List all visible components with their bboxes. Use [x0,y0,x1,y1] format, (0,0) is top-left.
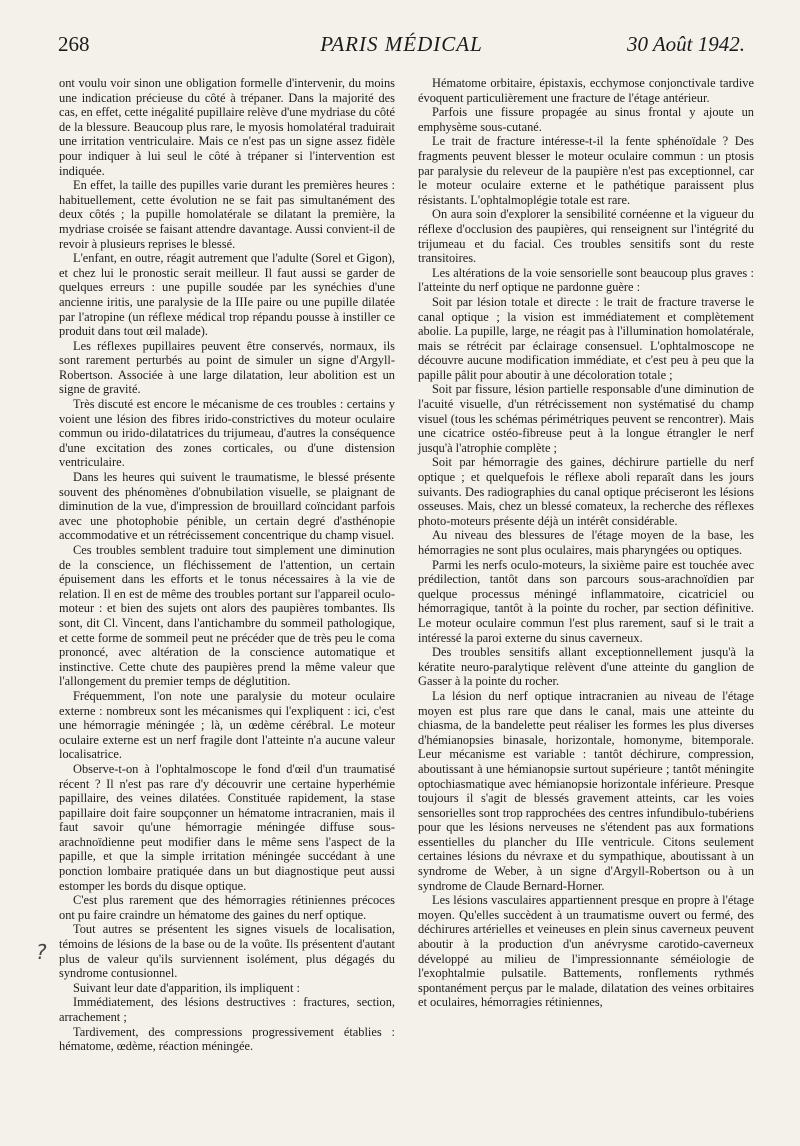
handwritten-question-mark: ? [36,940,47,964]
paragraph: Observe-t-on à l'ophtalmoscope le fond d'œil d'un traumatisé récent ? Il n'est pas rare d'y découvrir une certaine hyperhémie papillaire, des veines dilatées. Constituée rapidement, la stase papillaire doit faire soupçonner un hématome intracranien, mais il faut savoir qu'une hémorragie méningée diffuse sous-arachnoïdienne peut modifier dans le même sens l'aspect de la papille, et que la simple irritation méningée succédant à une ponction lombaire pratiquée dans un but diagnostique peut aussi estomper les bords du disque optique. [59,761,395,893]
page-number: 268 [58,32,90,56]
paragraph: La lésion du nerf optique intracranien au niveau de l'étage moyen est plus rare que dans le canal, mais une atteinte du chiasma, de la bandelette peut réaliser les formes les plus diverses d'hémianopsies binasale, horizontale, homonyme, bitemporale. Leur mécanisme est variable : tantôt déchirure, compression, aboutissant à une hémianopsie surtout supérieure ; tantôt méningite optochiasmatique avec hémianopsie horizontale inférieure. Presque toujours il s'agit de blessés gravement atteints, car les voies sensorielles sont trop rapprochées des centres infundibulo-tubériens pour que les lésions nerveuses ne s'étendent pas aux formations essentielles du plancher du IIIe ventricule. Citons seulement certaines lésions du névraxe et du sympathique, aboutissant à un syndrome de Weber, à un signe d'Argyll-Robertson ou à un syndrome de Claude Bernard-Horner. [418,688,754,893]
paragraph: L'enfant, en outre, réagit autrement que l'adulte (Sorel et Gigon), et chez lui le pronostic serait meilleur. Il faut aussi se garder de quelques erreurs : une pupille soudée par les synéchies d'une ancienne iritis, une paralysie de la IIIe paire ou une pupille dilatée par l'atropine (un réflexe médical trop répandu pousse à instiller ce produit dans tout œil malade). [59,251,395,339]
paragraph: Parfois une fissure propagée au sinus frontal y ajoute un emphysème sous-cutané. [418,105,754,134]
issue-date: 30 Août 1942. [626,32,745,56]
paragraph: ont voulu voir sinon une obligation formelle d'intervenir, du moins une indication précieuse du côté à trépaner. Dans la majorité des cas, en effet, cette inégalité pupillaire relève d'une mydriase du côté de la blessure. Beaucoup plus rare, le myosis homolatéral traduirait une irritation ventriculaire. Mais ce n'est pas un signe assez fidèle pour indiquer à lui seul le côté à trépaner si l'intervention est indiquée. [59,76,395,178]
paragraph: Les lésions vasculaires appartiennent presque en propre à l'étage moyen. Qu'elles succèdent à un traumatisme ouvert ou fermé, des déchirures artérielles et veineuses en plein sinus caverneux peuvent aboutir à la production d'un anévrysme carotido-caverneux développé au milieu de l'impressionnante séméiologie de l'exophtalmie pulsatile. Battements, ronflements rythmés spontanément perçus par le malade, dilatation des veines orbitaires et oculaires, hémorragies rétiniennes, [418,893,754,1010]
paragraph: Tout autres se présentent les signes visuels de localisation, témoins de lésions de la base ou de la voûte. Ils présentent d'autant plus de valeur qu'ils surviennent isolément, plus dégagés du syndrome contusionnel. [59,922,395,981]
paragraph: Dans les heures qui suivent le traumatisme, le blessé présente souvent des phénomènes d'obnubilation visuelle, se plaignant de diminution de la vue, d'impression de brouillard coïncidant parfois avec une photophobie pénible, un certain degré d'asthénopie accommodative et un rétrécissement concentrique du champ visuel. [59,470,395,543]
paragraph: Parmi les nerfs oculo-moteurs, la sixième paire est touchée avec prédilection, tantôt dans son parcours sous-arachnoïdien par quelque processus méningé inflammatoire, cicatriciel ou hémorragique, tantôt à la pointe du rocher, par section définitive. Le moteur oculaire commun l'est plus rarement, sauf si le trait a intéressé la paroi externe du sinus caverneux. [418,557,754,645]
paragraph: Très discuté est encore le mécanisme de ces troubles : certains y voient une lésion des fibres irido-constrictives du moteur oculaire commun ou irido-dilatatrices du trijumeau, d'autres la conséquence d'une excitation des zones corticales, ou d'une distension ventriculaire. [59,397,395,470]
paragraph: Des troubles sensitifs allant exceptionnellement jusqu'à la kératite neuro-paralytique relèvent d'une atteinte du ganglion de Gasser à la pointe du rocher. [418,645,754,689]
paragraph: Les altérations de la voie sensorielle sont beaucoup plus graves : l'atteinte du nerf optique ne pardonne guère : [418,265,754,295]
paragraph: Au niveau des blessures de l'étage moyen de la base, les hémorragies ne sont plus oculaires, mais pharyngées ou optiques. [418,528,754,557]
paragraph: C'est plus rarement que des hémorragies rétiniennes précoces ont pu faire craindre un hématome des gaines du nerf optique. [59,893,395,922]
paragraph: Hématome orbitaire, épistaxis, ecchymose conjonctivale tardive évoquent particulièrement une fracture de l'étage antérieur. [418,76,754,105]
paragraph: Fréquemment, l'on note une paralysie du moteur oculaire externe : nombreux sont les mécanismes qui l'expliquent : ici, c'est une hémorragie méningée ; là, un œdème cérébral. Le moteur oculaire externe est un nerf fragile dont l'atteinte n'a aucune valeur localisatrice. [59,688,395,762]
left-column [59,76,395,1054]
journal-title: PARIS MÉDICAL [320,32,483,56]
paragraph: Suivant leur date d'apparition, ils impliquent : [73,980,300,995]
page-header [58,32,745,66]
paragraph: Ces troubles semblent traduire tout simplement une diminution de la conscience, un fléchissement de l'attention, un certain épuisement dans les efforts et le tonus nécessaires à la vie de relation. Il en est de même des troubles portant sur l'appareil oculo-moteur : et bien des sujets ont alors des paupières tombantes. Ils sont, dit Cl. Vincent, dans l'antichambre du sommeil pathologique, et cette forme de sommeil peut ne précéder que de très peu le coma prononcé, avec altération de la conscience automatique et instinctive. Cette chute des paupières prend la même valeur que l'allongement du premier temps de déglutition. [59,543,395,689]
paragraph: Soit par lésion totale et directe : le trait de fracture traverse le canal optique ; la vision est immédiatement et complètement abolie. La pupille, large, ne réagit pas à l'illumination homolatérale, mais se rétrécit par éclairage consensuel. L'ophtalmoscope ne découvre aucune modification immédiate, et c'est peu à peu que la papille pâlit pour aboutir à une décoloration totale ; [418,294,754,382]
paragraph: Soit par hémorragie des gaines, déchirure partielle du nerf optique ; et quelquefois le réflexe aboli reparaît dans les jours suivants. Des radiographies du canal optique préciseront les lésions osseuses. Mais, chez un blessé comateux, la recherche des réflexes photo-moteurs présente déjà un intérêt considérable. [418,455,754,528]
paragraph: Immédiatement, des lésions destructives : fractures, section, arrachement ; [59,995,395,1024]
paragraph: Le trait de fracture intéresse-t-il la fente sphénoïdale ? Des fragments peuvent blesser le moteur oculaire commun : un ptosis par paralysie du releveur de la paupière n'est pas exceptionnel, car le moteur oculaire externe et le pathétique paraissent plus résistants. L'ophtalmoplégie totale est rare. [418,134,754,207]
paragraph: En effet, la taille des pupilles varie durant les premières heures : habituellement, cette évolution ne se fait pas simultanément des deux côtés ; la pupille homolatérale se dilatant la première, la mydriase croisée se faisant attendre davantage. Aussi convient-il de revoir à plusieurs reprises le blessé. [59,178,395,251]
paragraph: Les réflexes pupillaires peuvent être conservés, normaux, ils sont rarement perturbés au point de simuler un signe d'Argyll-Robertson. Associée à une large dilatation, leur abolition est un signe de gravité. [59,338,395,397]
paragraph: On aura soin d'explorer la sensibilité cornéenne et la vigueur du réflexe d'occlusion des paupières, qui renseignent sur l'intégrité du trijumeau et du facial. Ces troubles sensitifs sont du reste transitoires. [418,207,754,266]
paragraph: Tardivement, des compressions progressivement établies : hématome, œdème, réaction méningée. [59,1024,395,1054]
right-column [418,76,754,1010]
paragraph: Soit par fissure, lésion partielle responsable d'une diminution de l'acuité visuelle, d'un rétrécissement non systématisé du champ visuel (tous les schémas périmétriques peuvent se rencontrer). Mais une cicatrice ostéo-fibreuse peut à la longue étrangler le nerf jusqu'à l'atrophie complète ; [418,382,754,455]
